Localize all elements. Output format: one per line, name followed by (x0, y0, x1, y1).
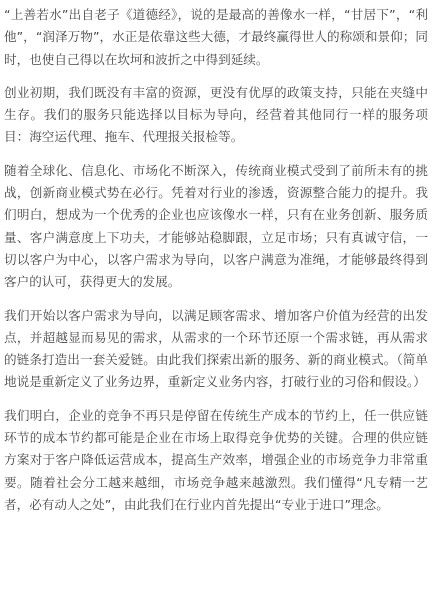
paragraph-shangshan-ruoshui: “上善若水”出自老子《道德经》，说的是最高的善像水一样，“甘居下”，“利他”，“润泽万物”，水正是依靠这些大德，才最终赢得世人的称颂和景仰；同时，也使自己得以在坎坷和波折之中得到延续。 (4, 7, 428, 67)
paragraph-customer-demand-orientation: 我们开始以客户需求为导向，以满足顾客需求、增加客户价值为经营的出发点，并超越显而易见的需求，从需求的一个环节还原一个需求链，再从需求的链条打造出一套关爱链。由此我们探索出新的服务、新的商业模式。（简单地说是重新定义了业务边界，重新定义业务内容，打破行业的习俗和假设。） (4, 307, 428, 390)
paragraph-supply-chain-competition: 我们明白，企业的竞争不再只是停留在传统生产成本的节约上，任一供应链环节的成本节约都可能是企业在市场上取得竞争优势的关键。合理的供应链方案对于客户降低运营成本，提高生产效率，增强企业的市场竞争力非常重要。随着社会分工越来越细，市场竞争越来越激烈。我们懂得“凡专精一艺者，必有动人之处”，由此我们在行业内首先提出“专业于进口”理念。 (4, 407, 428, 512)
paragraph-startup-early-days: 创业初期，我们既没有丰富的资源，更没有优厚的政策支持，只能在夹缝中生存。我们的服务只能选择以目标为导向，经营着其他同行一样的服务项目：海空运代理、拖车、代理报关报检等。 (4, 84, 428, 145)
paragraph-business-model-innovation: 随着全球化、信息化、市场化不断深入，传统商业模式受到了前所未有的挑战，创新商业模式势在必行。凭着对行业的渗透，资源整合能力的提升。我们明白，想成为一个优秀的企业也应该像水一样，只有在业务创新、服务质量、客户满意度上下功夫，才能够站稳脚跟，立足市场；只有真诚守信，一切以客户为中心，以客户需求为导向，以客户满意为准绳，才能够最终得到客户的认可，获得更大的发展。 (4, 162, 428, 290)
article-body (4, 4, 428, 516)
